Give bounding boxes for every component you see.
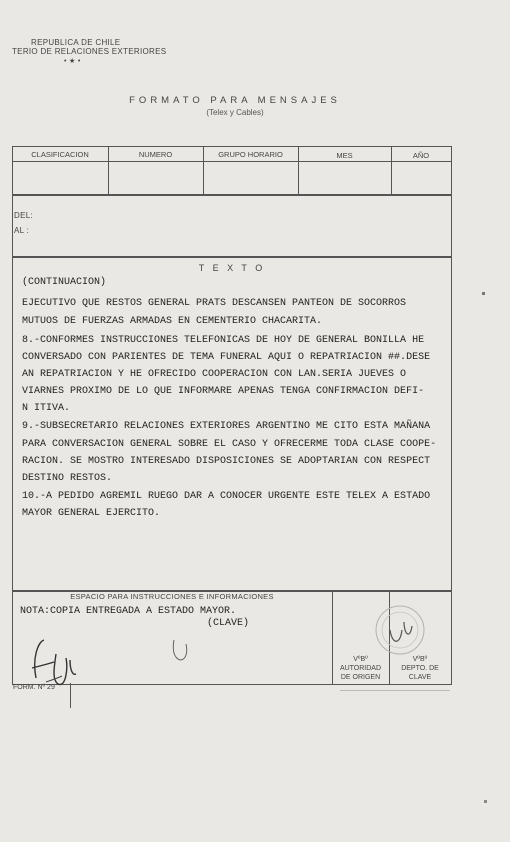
message-line: AN REPATRIACION Y HE OFRECIDO COOPERACION CON LAN.SERIA JUEVES O bbox=[22, 369, 407, 380]
from-label: DEL: bbox=[14, 211, 33, 220]
clave-note: (CLAVE) bbox=[207, 618, 250, 629]
col-grupo-horario: GRUPO HORARIO bbox=[218, 150, 283, 159]
dept-vb: VºBº bbox=[412, 656, 428, 663]
message-line: N ITIVA. bbox=[22, 403, 71, 414]
message-line: CONVERSADO CON PARIENTES DE TEMA FUNERAL AQUI O REPATRIACION ##.DESE bbox=[22, 352, 431, 363]
instructions-heading: ESPACIO PARA INSTRUCCIONES E INFORMACIONES bbox=[70, 592, 274, 601]
form-number: FORM. Nº 29 bbox=[13, 684, 55, 691]
instructions-note: NOTA:COPIA ENTREGADA A ESTADO MAYOR. bbox=[20, 606, 237, 617]
ministry-name: TERIO DE RELACIONES EXTERIORES bbox=[12, 47, 167, 56]
punch-mark bbox=[482, 292, 485, 295]
message-line: EJECUTIVO QUE RESTOS GENERAL PRATS DESCANSEN PANTEON DE SOCORROS bbox=[22, 298, 407, 309]
message-line: 8.-CONFORMES INSTRUCCIONES TELEFONICAS DE HOY DE GENERAL BONILLA HE bbox=[22, 335, 425, 346]
form-subtitle: (Telex y Cables) bbox=[206, 108, 264, 117]
col-mes: MES bbox=[336, 151, 353, 160]
address-box bbox=[12, 194, 452, 258]
message-line: 9.-SUBSECRETARIO RELACIONES EXTERIORES ARGENTINO ME CITO ESTA MAÑANA bbox=[22, 421, 431, 432]
origin-vb: VºBº bbox=[353, 656, 368, 663]
printer-line bbox=[340, 690, 450, 691]
message-line: MUTUOS DE FUERZAS ARMADAS EN CEMENTERIO CHACARITA. bbox=[22, 316, 323, 327]
dept-label-1: DEPTO. DE bbox=[401, 665, 439, 672]
form-title: FORMATO PARA MENSAJES bbox=[129, 95, 341, 106]
col-ano: AÑO bbox=[412, 151, 430, 160]
handwritten-signature bbox=[22, 628, 82, 690]
message-line: RACION. SE MOSTRO INTERESADO DISPOSICIONES SE ADOPTARIAN CON RESPECT bbox=[22, 456, 431, 467]
message-line: MAYOR GENERAL EJERCITO. bbox=[22, 508, 161, 519]
initial-mark bbox=[168, 636, 192, 666]
col-clasificacion: CLASIFICACION bbox=[31, 150, 89, 159]
circular-stamp bbox=[370, 600, 430, 660]
text-heading: T E X T O bbox=[198, 263, 266, 273]
message-line: 10.-A PEDIDO AGREMIL RUEGO DAR A CONOCER URGENTE ESTE TELEX A ESTADO bbox=[22, 491, 431, 502]
message-line: DESTINO RESTOS. bbox=[22, 473, 113, 484]
origin-label-1: AUTORIDAD bbox=[339, 665, 382, 672]
header-mark: • ★ • bbox=[64, 58, 81, 65]
message-line: PARA CONVERSACION GENERAL SOBRE EL CASO Y OFRECERME TODA CLASE COOPE- bbox=[22, 439, 437, 450]
message-line: VIARNES PROXIMO DE LO QUE INFORMARE APENAS TENGA CONFIRMACION DEFI- bbox=[22, 386, 425, 397]
to-label: AL : bbox=[14, 226, 30, 235]
country-name: REPUBLICA DE CHILE bbox=[31, 38, 121, 47]
col-numero: NUMERO bbox=[138, 150, 173, 159]
message-line: (CONTINUACION) bbox=[22, 277, 107, 288]
dept-label-2: CLAVE bbox=[408, 674, 432, 681]
punch-mark bbox=[484, 800, 487, 803]
origin-label-2: DE ORIGEN bbox=[340, 674, 381, 681]
form-edge bbox=[70, 683, 71, 708]
header-table-divider bbox=[12, 161, 452, 162]
